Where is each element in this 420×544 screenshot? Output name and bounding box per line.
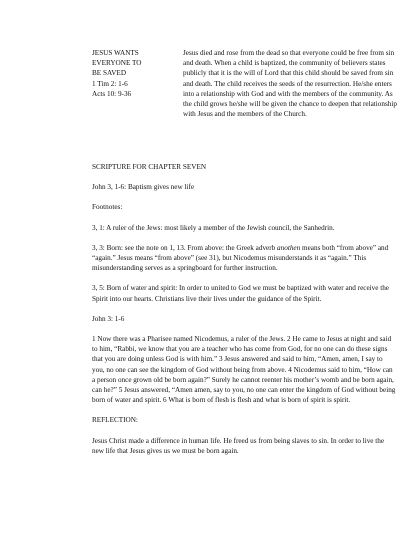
chapter-summary: Jesus died and rose from the dead so that everyone could be free from sin and death. When a child is baptized, the community of believers states publicly that it is the will of Lord that this child should be saved from sin and death. The child receives the seeds of the resurrection. He/she enters into a relationship with God and with the members of the community. As the child grows he/she will be given the chance to deepen that relationship with Jesus and the members of the Church. [183,49,397,119]
chapter-heading: JESUS WANTS EVERYONE TO BE SAVED 1 Tim 2: 1-6 Acts 10: 9-36 [92,49,142,98]
footnote-2-start: 3, 3: Born: see the note on 1, 13. From above: the Greek adverb [92,243,278,252]
greek-word: anothen [277,243,301,252]
scripture-reference: John 3, 1-6: Baptism gives new life [92,183,195,192]
footnote-2 [92,243,397,274]
footnotes-label: Footnotes: [92,203,123,212]
reflection-text: Jesus Christ made a difference in human life. He freed us from being slaves to sin. In order to live the new life that Jesus gives us we must be born again. [92,436,385,455]
document-body [92,162,397,466]
section-title: SCRIPTURE FOR CHAPTER SEVEN [92,163,207,171]
footnote-3: 3, 5: Born of water and spirit: In order to united to God we must be baptized with water and receive the Spirit into our hearts. Christians live their lives under the guidance of the Spirit. [92,284,389,303]
reflection-label: REFLECTION: [92,416,138,425]
scripture-passage: 1 Now there was a Pharisee named Nicodemus, a ruler of the Jews. 2 He came to Jesus at night and said to him, “Rabbi, we know that you are a teacher who has come from God, for no one can do these signs that you are doing unless God is with him.” 3 Jesus answered and said to him, “Amen, amen, I say to you, no one can see the kingdom of God without being from above. 4 Nicodemus said to him, “How can a person once grown old be born again?” Surely he cannot reenter his mother’s womb and be born again, can he?” 5 Jesus answered, “Amen amen, say to you, no one can enter the kingdom of God without being born of water and spirit. 6 What is born of flesh is flesh and what is born of spirit is spirit. [92,335,396,405]
footnote-1: 3, 1: A ruler of the Jews: most likely a member of the Jewish council, the Sanhedrin. [92,223,335,232]
passage-reference: John 3: 1-6 [92,314,125,323]
footnote-2-end: means both “from above” and “again.” Jesus means “from above” (see 31), but Nicodemus misunderstands it as “again.” This misunderstanding serves as a springboard for further instruction. [92,243,389,273]
